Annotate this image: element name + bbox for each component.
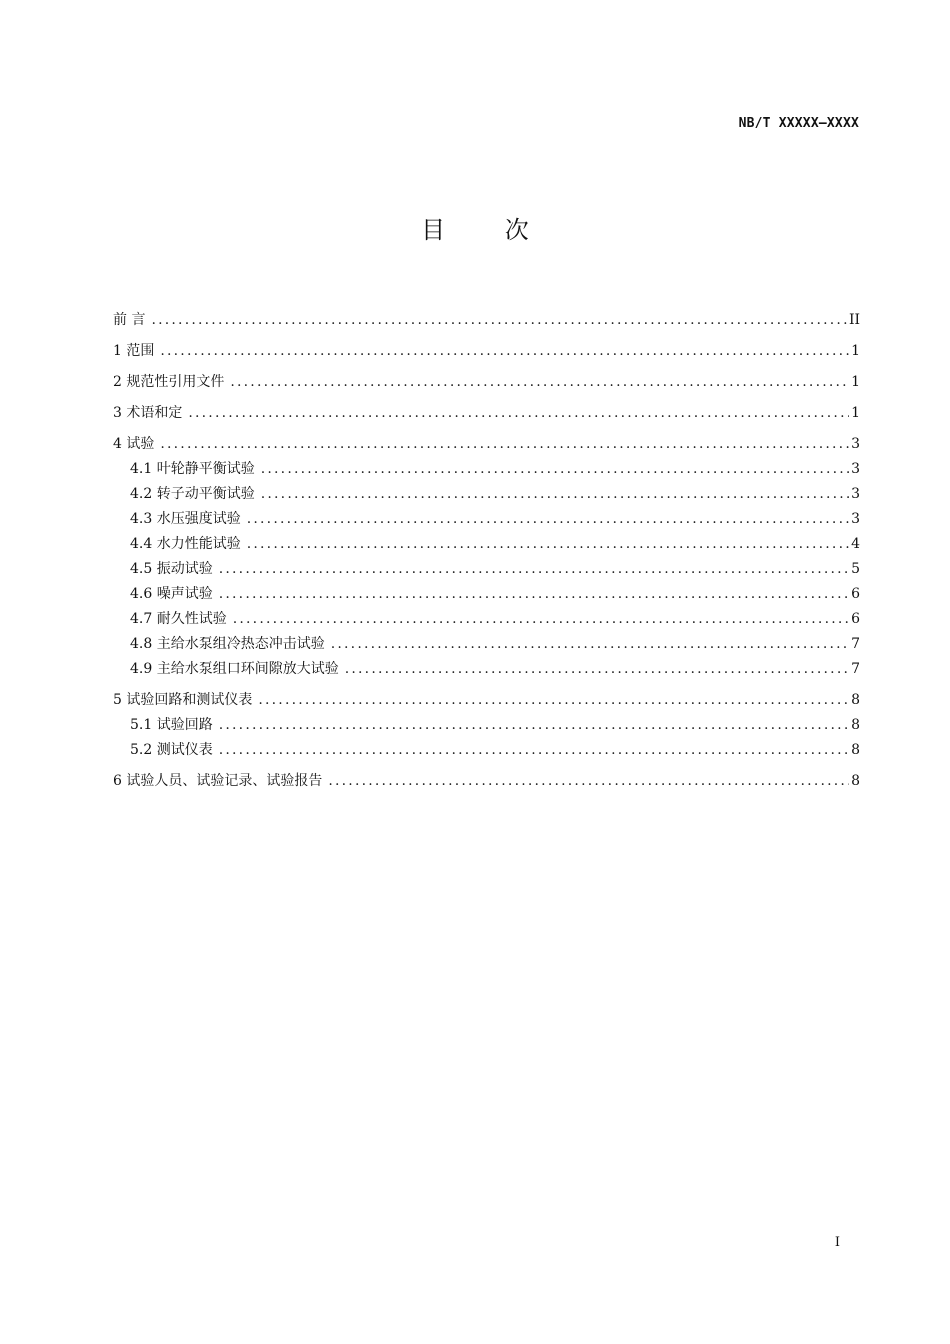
toc-entry-page: 8 xyxy=(851,717,860,733)
toc-entry[interactable] xyxy=(113,339,860,364)
toc-dot-leader xyxy=(188,401,849,426)
toc-entry-page: 7 xyxy=(851,661,860,677)
toc-entry-label: 5.1 试验回路 xyxy=(130,717,213,733)
toc-entry-label: 4.9 主给水泵组口环间隙放大试验 xyxy=(130,661,339,677)
toc-entry-label: 4.4 水力性能试验 xyxy=(130,536,241,552)
toc-entry-label: 4.7 耐久性试验 xyxy=(130,611,227,627)
toc-entry-label: 5.2 测试仪表 xyxy=(130,742,213,758)
toc-entry[interactable] xyxy=(113,632,860,657)
toc-entry-label: 3 术语和定 xyxy=(113,405,183,421)
toc-entry[interactable] xyxy=(113,582,860,607)
table-of-contents xyxy=(113,308,860,794)
toc-entry[interactable] xyxy=(113,432,860,457)
toc-entry-label: 4.3 水压强度试验 xyxy=(130,511,241,527)
toc-entry-label: 5 试验回路和测试仪表 xyxy=(113,692,253,708)
toc-dot-leader xyxy=(247,532,849,557)
toc-entry-label: 2 规范性引用文件 xyxy=(113,374,225,390)
toc-entry-label: 4.5 振动试验 xyxy=(130,561,213,577)
toc-entry[interactable] xyxy=(113,457,860,482)
toc-entry[interactable] xyxy=(113,738,860,763)
toc-entry[interactable] xyxy=(113,401,860,426)
toc-entry-label: 4.6 噪声试验 xyxy=(130,586,213,602)
toc-dot-leader xyxy=(219,557,849,582)
toc-dot-leader xyxy=(233,607,849,632)
toc-dot-leader xyxy=(247,507,849,532)
toc-dot-leader xyxy=(261,482,849,507)
toc-entry-page: 1 xyxy=(851,374,860,390)
toc-entry-page: 1 xyxy=(851,343,860,359)
toc-entry-label: 4 试验 xyxy=(113,436,155,452)
toc-title: 目 次 xyxy=(421,216,555,244)
toc-entry-page: 1 xyxy=(851,405,860,421)
toc-entry-page: 6 xyxy=(851,611,860,627)
toc-entry-page: 8 xyxy=(851,773,860,789)
page-number: I xyxy=(834,1235,840,1250)
toc-entry[interactable] xyxy=(113,607,860,632)
toc-dot-leader xyxy=(151,308,846,333)
toc-dot-leader xyxy=(230,370,849,395)
toc-entry[interactable] xyxy=(113,370,860,395)
toc-dot-leader xyxy=(345,657,849,682)
toc-entry[interactable] xyxy=(113,688,860,713)
toc-entry-page: 3 xyxy=(851,461,860,477)
toc-dot-leader xyxy=(331,632,849,657)
toc-dot-leader xyxy=(328,769,849,794)
document-code: NB/T XXXXX—XXXX xyxy=(738,116,859,131)
toc-entry-page: 8 xyxy=(851,692,860,708)
toc-entry-page: 4 xyxy=(851,536,860,552)
toc-entry[interactable] xyxy=(113,657,860,682)
toc-dot-leader xyxy=(219,582,849,607)
toc-entry-label: 4.8 主给水泵组冷热态冲击试验 xyxy=(130,636,325,652)
toc-entry[interactable] xyxy=(113,308,860,333)
toc-entry[interactable] xyxy=(113,769,860,794)
toc-entry[interactable] xyxy=(113,507,860,532)
toc-entry-page: 7 xyxy=(851,636,860,652)
toc-entry-page: 3 xyxy=(851,511,860,527)
toc-entry-label: 前 言 xyxy=(113,312,146,328)
toc-entry[interactable] xyxy=(113,532,860,557)
toc-entry-page: 3 xyxy=(851,486,860,502)
toc-entry-page: 5 xyxy=(851,561,860,577)
toc-entry[interactable] xyxy=(113,482,860,507)
toc-dot-leader xyxy=(261,457,849,482)
toc-entry-page: 8 xyxy=(851,742,860,758)
toc-dot-leader xyxy=(258,688,849,713)
toc-entry-label: 4.2 转子动平衡试验 xyxy=(130,486,255,502)
toc-entry[interactable] xyxy=(113,557,860,582)
toc-entry-label: 1 范围 xyxy=(113,343,155,359)
toc-dot-leader xyxy=(160,432,849,457)
toc-dot-leader xyxy=(219,738,849,763)
toc-entry-page: II xyxy=(848,312,860,328)
toc-entry-label: 4.1 叶轮静平衡试验 xyxy=(130,461,255,477)
toc-entry-page: 3 xyxy=(851,436,860,452)
toc-entry-page: 6 xyxy=(851,586,860,602)
toc-entry[interactable] xyxy=(113,713,860,738)
toc-dot-leader xyxy=(219,713,849,738)
toc-entry-label: 6 试验人员、试验记录、试验报告 xyxy=(113,773,323,789)
toc-dot-leader xyxy=(160,339,849,364)
